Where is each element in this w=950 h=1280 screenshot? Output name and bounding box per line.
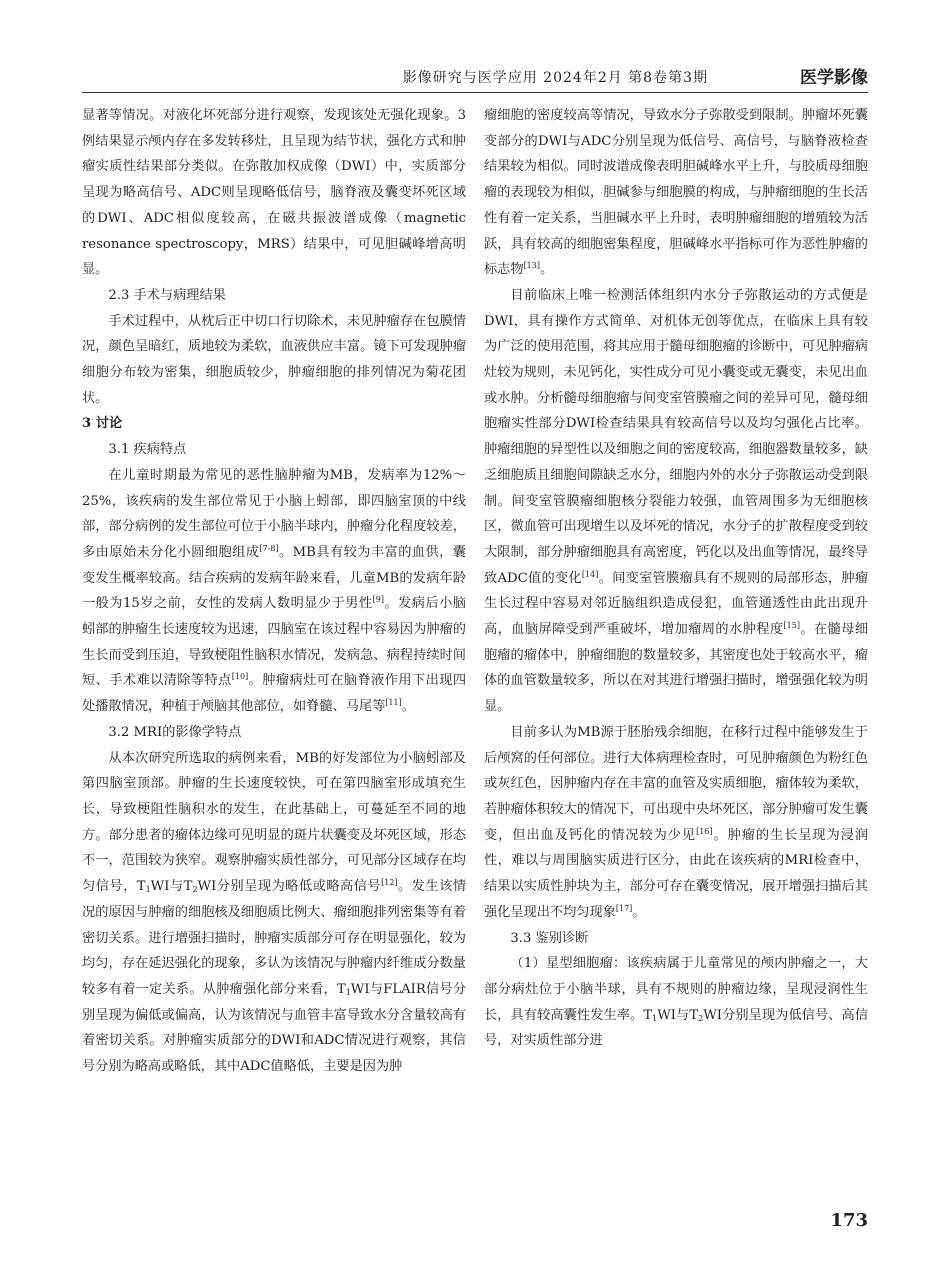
section-heading: 3 讨论 [82, 416, 123, 432]
right-column [484, 103, 868, 1054]
citation: [10] [231, 672, 249, 682]
journal-info: 影像研究与医学应用 2024年2月 第8卷第3期 [402, 70, 708, 86]
text-run: 在儿童时期最为常见的恶性脑肿瘤为MB，发病率为12%～25%，该疾病的发生部位常见于小脑上蚓部，即四脑室顶的中线部，部分病例的发生部位可位于小脑半球内，肿瘤分化程度较差，多由原始未分化小圆细胞组成 [82, 467, 466, 560]
subsection-heading: 3.2 MRI的影像学特点 [108, 724, 242, 740]
text-run: 。MB具有较为丰富的血供，囊变发生概率较高。结合疾病的发病年龄来看，儿童MB的发病年龄一般为15岁之前，女性的发病人数明显少于男性 [82, 544, 466, 612]
text-run: WI与 [657, 1007, 690, 1023]
text-run: 。 [632, 904, 646, 920]
paragraph [484, 951, 868, 1054]
text-run: T [136, 879, 146, 895]
citation: [12] [381, 878, 398, 888]
text-run: 。肿瘤病灶可在脑脊液作用下出现四处播散情况，种植于颅脑其他部位，如脊髓、马尾等 [82, 673, 467, 715]
citation: [7-8] [259, 543, 279, 553]
subsection-heading: 3.1 疾病特点 [108, 442, 187, 458]
text-run: 。肿瘤的生长呈现为浸润性，难以与周围脑实质进行区分，由此在该疾病的MRI检查中，结果以实质性肿块为主，部分可存在囊变情况，展开增强扫描后其强化呈现出不均匀现象 [484, 827, 869, 920]
text-run: 。间变室管膜瘤具有不规则的局部形态，肿瘤生长过程中容易对邻近脑组织造成侵犯，血管通透性由此出现升高，血脑屏障受到严重破坏，增加瘤周的水肿程度 [484, 570, 869, 638]
text-run: 。在髓母细胞瘤的瘤体中，肿瘤细胞的数量较多，其密度也处于较高水平，瘤体的血管数量较多，所以在对其进行增强扫描时，增强强化较为明显。 [484, 622, 869, 715]
citation: [11] [385, 698, 402, 708]
citation: [15] [783, 621, 800, 631]
paragraph [484, 720, 868, 926]
section-tag: 医学影像 [800, 68, 868, 88]
left-column [82, 103, 466, 1080]
text-run: 。发生该情况的原因与肿瘤的细胞核及细胞质比例大、瘤细胞排列密集等有着密切关系。进行增强扫描时，肿瘤实质部分可存在明显强化，较为均匀，存在延迟强化的现象，多认为该情况与肿瘤内纤维成分数量较多有着一定关系。从肿瘤强化部分来看， [82, 879, 467, 997]
text-run: WI分别呈现为略低或略高信号 [197, 879, 382, 895]
paragraph [484, 283, 868, 720]
text-run: 目前多认为MB源于胚胎残余细胞，在移行过程中能够发生于后颅窝的任何部位。进行大体病理检查时，可见肿瘤颜色为粉红色或灰红色，因肿瘤内存在丰富的血管及实质细胞，瘤体较为柔软，若肿瘤体积较大的情况下，可出现中央坏死区，部分肿瘤可发生囊变，但出血及钙化的情况较为少见 [484, 724, 868, 843]
citation: [17] [615, 903, 633, 913]
text-run: T [336, 981, 346, 997]
text-run: 瘤细胞的密度较高等情况，导致水分子弥散受到限制。肿瘤坏死囊变部分的DWI与ADC分别呈现为低信号、高信号，与脑脊液检查结果较为相似。同时波谱成像表明胆碱峰水平上升，与胶质母细胞瘤的表现较为相似，胆碱参与细胞膜的构成，与肿瘤细胞的生长活性有着一定关系，当胆碱水平上升时，表明肿瘤细胞的增殖较为活跃，具有较高的细胞密集程度，胆碱峰水平指标可作为恶性肿瘤的标志物 [484, 108, 868, 278]
paragraph [82, 463, 466, 720]
subscript: 1 [345, 987, 351, 997]
subscript: 2 [698, 1013, 704, 1023]
citation: [16] [696, 826, 713, 836]
text-run: 。 [401, 699, 415, 715]
paragraph: 显著等情况。对液化坏死部分进行观察，发现该处无强化现象。3例结果显示颅内存在多发转移灶，且呈现为结节状，强化方式和肿瘤实质性结果部分类似。在弥散加权成像（DWI）中，实质部分呈现为略高信号、ADC则呈现略低信号，脑脊液及囊变坏死区域的DWI、ADC相似度较高，在磁共振波谱成像（magnetic resonance spectroscopy，MRS）结果中，可见胆碱峰增高明显。 [82, 108, 466, 278]
paragraph: 手术过程中，从枕后正中切口行切除术，未见肿瘤存在包膜情况，颜色呈暗红，质地较为柔软，血液供应丰富。镜下可发现肿瘤细胞分布较为密集，细胞质较少，肿瘤细胞的排列情况为菊花团状。 [82, 313, 466, 406]
citation: [14] [581, 569, 599, 579]
text-run: 从本次研究所选取的病例来看，MB的好发部位为小脑蚓部及第四脑室顶部。肿瘤的生长速度较快，可在第四脑室形成填充生长，导致梗阻性脑积水的发生，在此基础上，可蔓延至不同的地方。部分患者的瘤体边缘可见明显的斑片状囊变及坏死区域，形态不一，范围较为狭窄。观察肿瘤实质性部分，可见部分区域存在均匀信号， [82, 750, 466, 895]
text-run: 。发病后小脑蚓部的肿瘤生长速度较为迅速，四脑室在该过程中容易因为肿瘤的生长而受到压迫，导致梗阻性脑积水情况，发病急、病程持续时间短、手术难以清除等特点 [82, 596, 466, 689]
subscript: 2 [192, 885, 198, 895]
text-run: T [689, 1007, 699, 1023]
subscript: 1 [145, 885, 151, 895]
text-run: 。 [539, 262, 554, 278]
text-run: T [183, 879, 193, 895]
subsection-heading: 3.3 鉴别诊断 [510, 930, 589, 946]
text-run: WI与 [150, 879, 184, 895]
text-run: WI分别呈现为低信号、高信号，对实质性部分进 [484, 1007, 869, 1049]
page-number: 173 [830, 1210, 868, 1231]
subsection-heading: 2.3 手术与病理结果 [108, 287, 226, 303]
text-run: WI与FLAIR信号分别呈现为偏低或偏高，认为该情况与血管丰富导致水分含量较高有着密切关系。对肿瘤实质部分的DWI和ADC情况进行观察，其信号分别为略高或略低，其中ADC值略低，主要是因为肿 [82, 981, 467, 1075]
paragraph [82, 746, 466, 1080]
citation: [9] [372, 595, 384, 605]
text-run: （1）星型细胞瘤：该疾病属于儿童常见的颅内肿瘤之一，大部分病灶位于小脑半球，具有不规则的肿瘤边缘，呈现浸润性生长，具有较高囊性发生率。 [484, 956, 868, 1023]
paragraph [484, 103, 868, 283]
subscript: 1 [652, 1013, 658, 1023]
text-run: 目前临床上唯一检测活体组织内水分子弥散运动的方式便是DWI，具有操作方式简单、对机体无创等优点，在临床上具有较为广泛的使用范围，将其应用于髓母细胞瘤的诊断中，可见肿瘤病灶较为规则，未见钙化，实性成分可见小囊变或无囊变，未见出血或水肿。分析髓母细胞瘤与间变室管膜瘤之间的差异可见，髓母细胞瘤实性部分DWI检查结果具有较高信号以及均匀强化占比率。肿瘤细胞的异型性以及细胞之间的密度较高，细胞器数量较多，缺乏细胞质且细胞间隙缺乏水分，细胞内外的水分子弥散运动受到限制。间变室管膜瘤细胞核分裂能力较强，血管周围多为无细胞核区，微血管可出现增生以及坏死的情况，水分子的扩散程度受到较大限制，部分肿瘤细胞具有高密度，钙化以及出血等情况，最终导致ADC值的变化 [484, 287, 868, 586]
citation: [13] [523, 261, 540, 271]
text-run: T [643, 1007, 653, 1023]
running-header [82, 56, 868, 93]
